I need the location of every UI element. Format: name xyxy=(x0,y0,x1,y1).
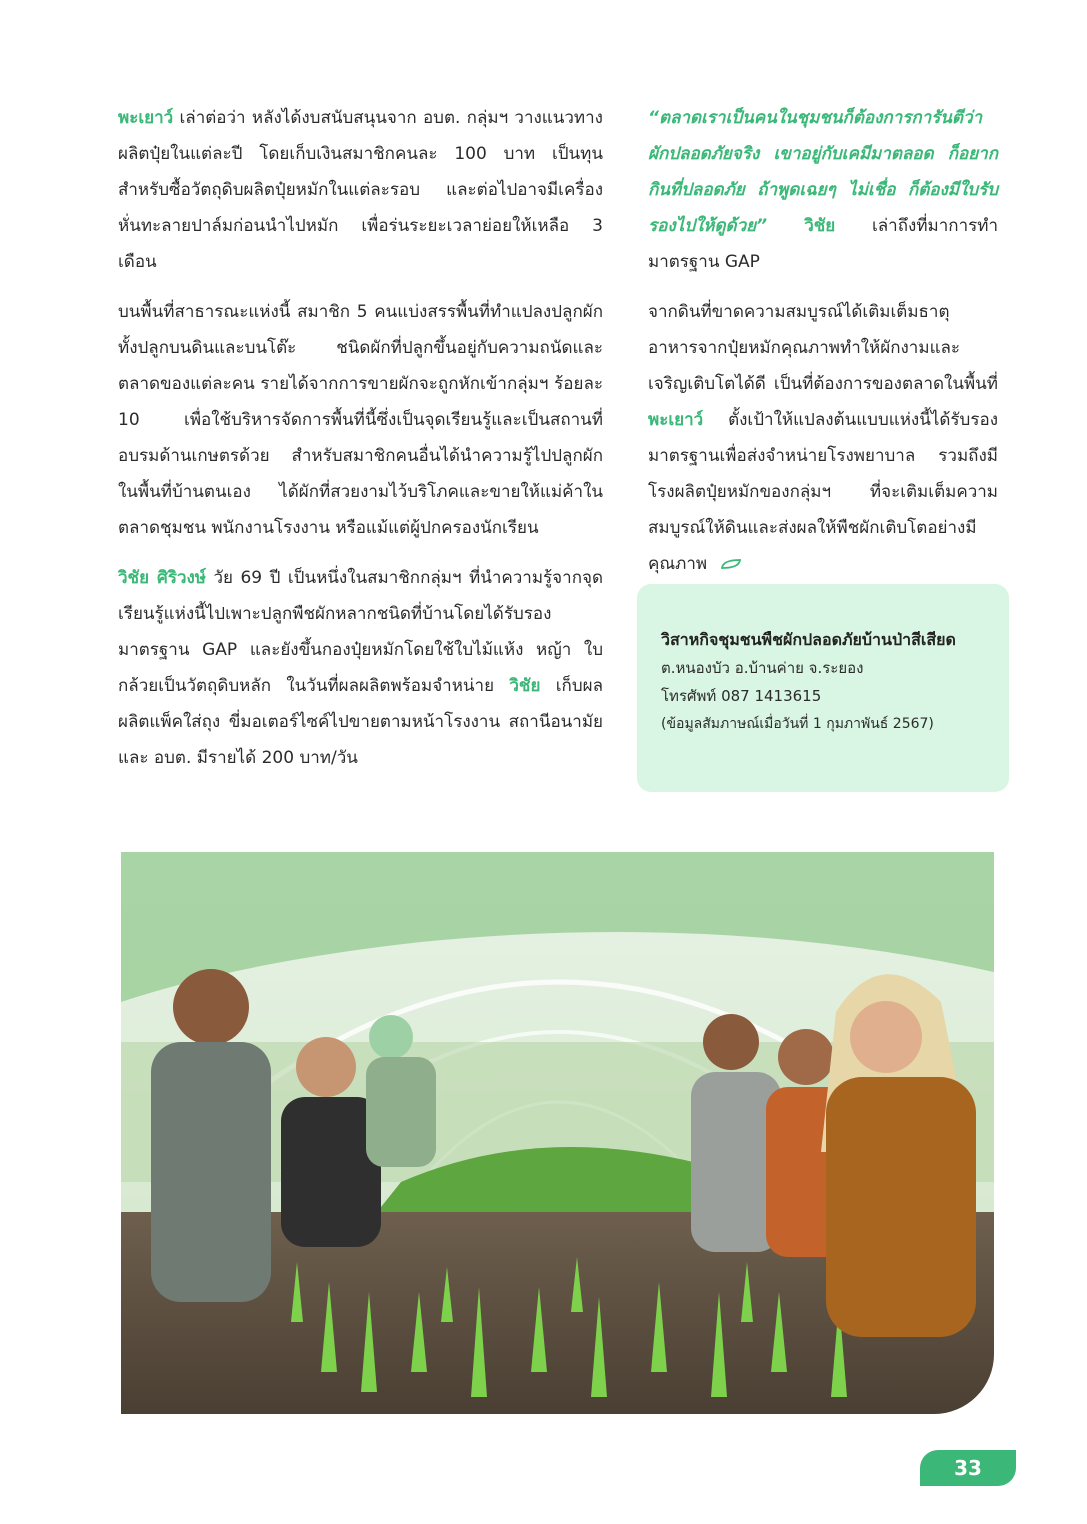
paragraph-3-text-a: วัย 69 ปี เป็นหนึ่งในสมาชิกกลุ่มฯ ที่นำความรู้จากจุดเรียนรู้แห่งนี้ไปเพาะปลูกพืชผักหลากชนิดที่บ้านโดยได้รับรองมาตรฐาน GAP และยังขึ้นกองปุ๋ยหมักโดยใช้ใบไม้แห้ง หญ้า ใบกล้วยเป็นวัตถุดิบหลัก ในวันที่ผลผลิตพร้อมจำหน่าย xyxy=(118,568,603,696)
person-name-phayao-2: พะเยาว์ xyxy=(648,410,704,430)
left-column xyxy=(118,100,603,790)
paragraph-right-2-text-b: ตั้งเป้าให้แปลงต้นแบบแห่งนี้ได้รับรองมาตรฐานเพื่อส่งจำหน่ายโรงพยาบาล รวมถึงมีโรงผลิตปุ๋ยหมักของกลุ่มฯ ที่จะเติมเต็มความสมบูรณ์ให้ดินและส่งผลให้พืชผักเติบโตอย่างมีคุณภาพ xyxy=(648,410,998,574)
org-address: ต.หนองบัว อ.บ้านค่าย จ.ระยอง xyxy=(661,659,864,677)
paragraph-3 xyxy=(118,560,603,776)
paragraph-1 xyxy=(118,100,603,280)
org-phone: โทรศัพท์ 087 1413615 xyxy=(661,687,822,705)
paragraph-1-text: เล่าต่อว่า หลังได้งบสนับสนุนจาก อบต. กลุ่มฯ วางแนวทางผลิตปุ๋ยในแต่ละปี โดยเก็บเงินสมาชิกคนละ 100 บาท เป็นทุนสำหรับซื้อวัตถุดิบผลิตปุ๋ยหมักในแต่ละรอบ และต่อไปอาจมีเครื่องหั่นทะลายปาล์มก่อนนำไปหมัก เพื่อร่นระยะเวลาย่อยให้เหลือ 3 เดือน xyxy=(118,108,603,272)
group-photo xyxy=(121,852,994,1414)
contact-info-box xyxy=(637,584,1009,792)
org-name: วิสาหกิจชุมชนพืชผักปลอดภัยบ้านป่าสีเสียด xyxy=(661,630,956,649)
interview-note: (ข้อมูลสัมภาษณ์เมื่อวันที่ 1 กุมภาพันธ์ 2567) xyxy=(661,716,934,732)
quote-paragraph xyxy=(648,100,998,280)
paragraph-right-2 xyxy=(648,294,998,582)
page-number: 33 xyxy=(920,1450,1016,1486)
right-column xyxy=(648,100,998,596)
quote-tail: เล่าถึงที่มาการทำมาตรฐาน GAP xyxy=(648,216,999,272)
pull-quote: “ตลาดเราเป็นคนในชุมชนก็ต้องการการันตีว่าผักปลอดภัยจริง เขาอยู่กับเคมีมาตลอด ก็อยากกินที่ปลอดภัย ถ้าพูดเฉยๆ ไม่เชื่อ ก็ต้องมีใบรับรองไปให้ดูด้วย” xyxy=(648,108,998,236)
leaf-end-icon xyxy=(719,558,743,570)
greenhouse-photo-illustration xyxy=(121,852,994,1414)
person-name-wichai-full: วิชัย ศิริวงษ์ xyxy=(118,568,207,588)
person-name-wichai: วิชัย xyxy=(509,676,541,696)
paragraph-right-2-text-a: จากดินที่ขาดความสมบูรณ์ได้เติมเต็มธาตุอาหารจากปุ๋ยหมักคุณภาพทำให้ผักงามและเจริญเติบโตได้ดี เป็นที่ต้องการของตลาดในพื้นที่ xyxy=(648,302,998,394)
paragraph-2: บนพื้นที่สาธารณะแห่งนี้ สมาชิก 5 คนแบ่งสรรพื้นที่ทำแปลงปลูกผักทั้งปลูกบนดินและบนโต๊ะ ชนิดผักที่ปลูกขึ้นอยู่กับความถนัดและตลาดของแต่ละคน รายได้จากการขายผักจะถูกหักเข้ากลุ่มฯ ร้อยละ 10 เพื่อใช้บริหารจัดการพื้นที่นี้ซึ่งเป็นจุดเรียนรู้และเป็นสถานที่อบรมด้านเกษตรด้วย สำหรับสมาชิกคนอื่นได้นำความรู้ไปปลูกผักในพื้นที่บ้านตนเอง ได้ผักที่สวยงามไว้บริโภคและขายให้แม่ค้าในตลาดชุมชน พนักงานโรงงาน หรือแม้แต่ผู้ปกครองนักเรียน xyxy=(118,302,603,538)
person-name-phayao: พะเยาว์ xyxy=(118,108,174,128)
quote-speaker: วิชัย xyxy=(767,216,836,236)
paragraph-3-text-b: เก็บผลผลิตแพ็คใส่ถุง ขี่มอเตอร์ไซค์ไปขายตามหน้าโรงงาน สถานีอนามัยและ อบต. มีรายได้ 200 บาท/วัน xyxy=(118,676,603,768)
